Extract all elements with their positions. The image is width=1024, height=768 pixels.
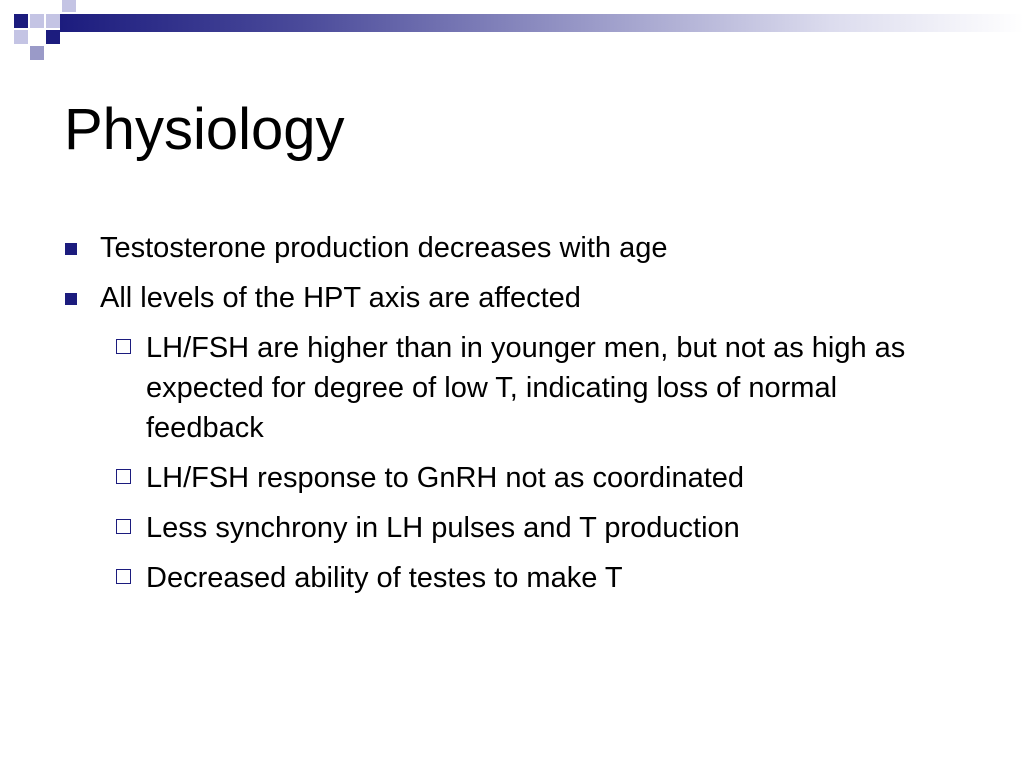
decorative-square [14,30,28,44]
hollow-square-bullet-icon [116,469,131,484]
square-bullet-icon [65,243,77,255]
hollow-square-bullet-icon [116,339,131,354]
hollow-square-bullet-icon [116,519,131,534]
bullet-text: All levels of the HPT axis are affected [100,282,581,314]
bullet-item [64,228,954,268]
sub-bullet-item [64,328,954,448]
decorative-square [62,0,76,12]
decorative-square [30,46,44,60]
hollow-square-bullet-icon [116,569,131,584]
slide-content [64,228,954,608]
sub-bullet-item [64,458,954,498]
sub-bullet-item [64,508,954,548]
decorative-square [46,14,60,28]
sub-bullet-text: LH/FSH response to GnRH not as coordinated [146,462,745,494]
decorative-square [30,14,44,28]
sub-bullet-text: Decreased ability of testes to make T [146,562,623,594]
decorative-square [30,30,44,44]
decorative-square [14,14,28,28]
sub-bullet-text: LH/FSH are higher than in younger men, but not as high as expected for degree of low T, indicating loss of normal feedback [146,332,906,444]
slide-title: Physiology [64,97,345,162]
decorative-square [46,30,60,44]
square-bullet-icon [65,293,77,305]
sub-bullet-item [64,558,954,598]
bullet-text: Testosterone production decreases with age [100,232,668,264]
sub-bullet-text: Less synchrony in LH pulses and T production [146,512,740,544]
bullet-item [64,278,954,318]
header-gradient-band [60,14,1024,32]
